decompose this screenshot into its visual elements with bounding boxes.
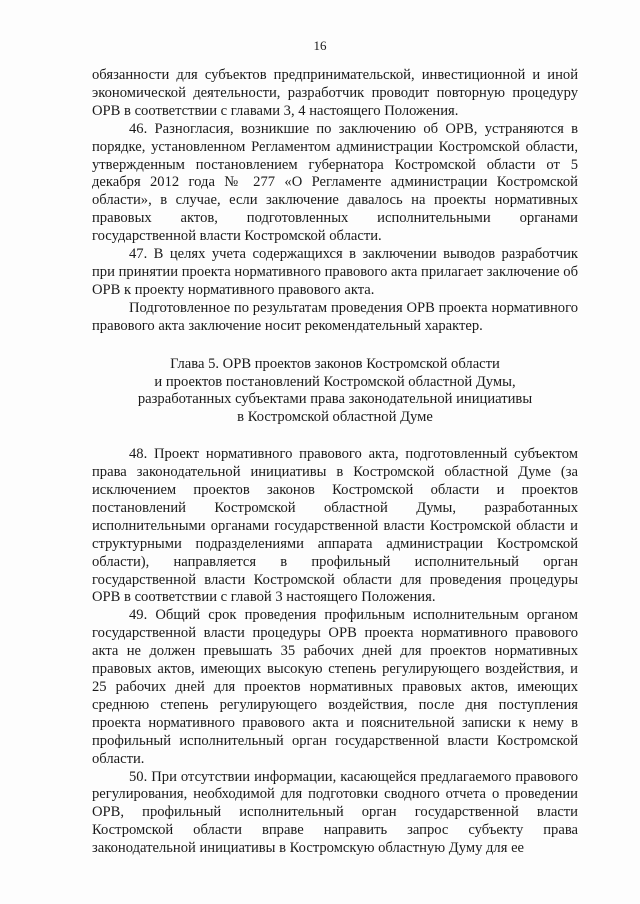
paragraph: 49. Общий срок проведения профильным исполнительным органом государственной власти процедуры ОРВ проекта нормативного правового акта не должен превышать 35 рабочих дней для проектов нормативных правовых актов, имеющих высокую степень регулирующего воздействия, и 25 рабочих дней для проектов нормативных правовых актов, имеющих среднюю степень регулирующего воздействия, после дня поступления проекта нормативного правового акта и пояснительной записки к нему в профильный исполнительный орган государственной власти Костромской области.	[92, 607, 578, 767]
paragraph: 46. Разногласия, возникшие по заключению об ОРВ, устраняются в порядке, установленном Регламентом администрации Костромской области, утвержденным постановлением губернатора Костромской области от 5 декабря 2012 года № 277 «О Регламенте администрации Костромской области», в случае, если заключение давалось на проекты нормативных правовых актов, подготовленных исполнительными органами государственной власти Костромской области.	[92, 120, 578, 245]
paragraph: Подготовленное по результатам проведения ОРВ проекта нормативного правового акта заключение носит рекомендательный характер.	[92, 299, 578, 334]
page-number: 16	[313, 38, 327, 53]
paragraphs-before-heading	[92, 67, 578, 336]
paragraph: 50. При отсутствии информации, касающейся предлагаемого правового регулирования, необходимой для подготовки сводного отчета о проведении ОРВ, профильный исполнительный орган государственной власти Костромской области вправе направить запрос субъекту права законодательной инициативы в Костромскую областную Думу для ее	[92, 768, 578, 857]
chapter-heading-line: и проектов постановлений Костромской областной Думы,	[154, 373, 516, 390]
chapter-heading-line: Глава 5. ОРВ проектов законов Костромской области	[170, 355, 500, 372]
chapter-heading-line: в Костромской областной Думе	[237, 409, 433, 426]
chapter-heading	[92, 356, 578, 428]
paragraphs-after-heading	[92, 446, 578, 858]
document-body	[92, 67, 578, 858]
paragraph: 47. В целях учета содержащихся в заключении выводов разработчик при принятии проекта нормативного правового акта прилагает заключение об ОРВ к проекту нормативного правового акта.	[92, 246, 578, 298]
paragraph: обязанности для субъектов предпринимательской, инвестиционной и иной экономической деятельности, разработчик проводит повторную процедуру ОРВ в соответствии с главами 3, 4 настоящего Положения.	[92, 67, 578, 119]
chapter-heading-line: разработанных субъектами права законодательной инициативы	[137, 391, 533, 408]
paragraph: 48. Проект нормативного правового акта, подготовленный субъектом права законодательной инициативы в Костромской областной Думе (за исключением проектов законов Костромской области и проектов постановлений Костромской областной Думы, разработанных исполнительными органами государственной власти Костромской области и структурными подразделениями аппарата администрации Костромской области), направляется в профильный исполнительный орган государственной власти Костромской области для проведения процедуры ОРВ в соответствии с главой 3 настоящего Положения.	[92, 446, 578, 606]
